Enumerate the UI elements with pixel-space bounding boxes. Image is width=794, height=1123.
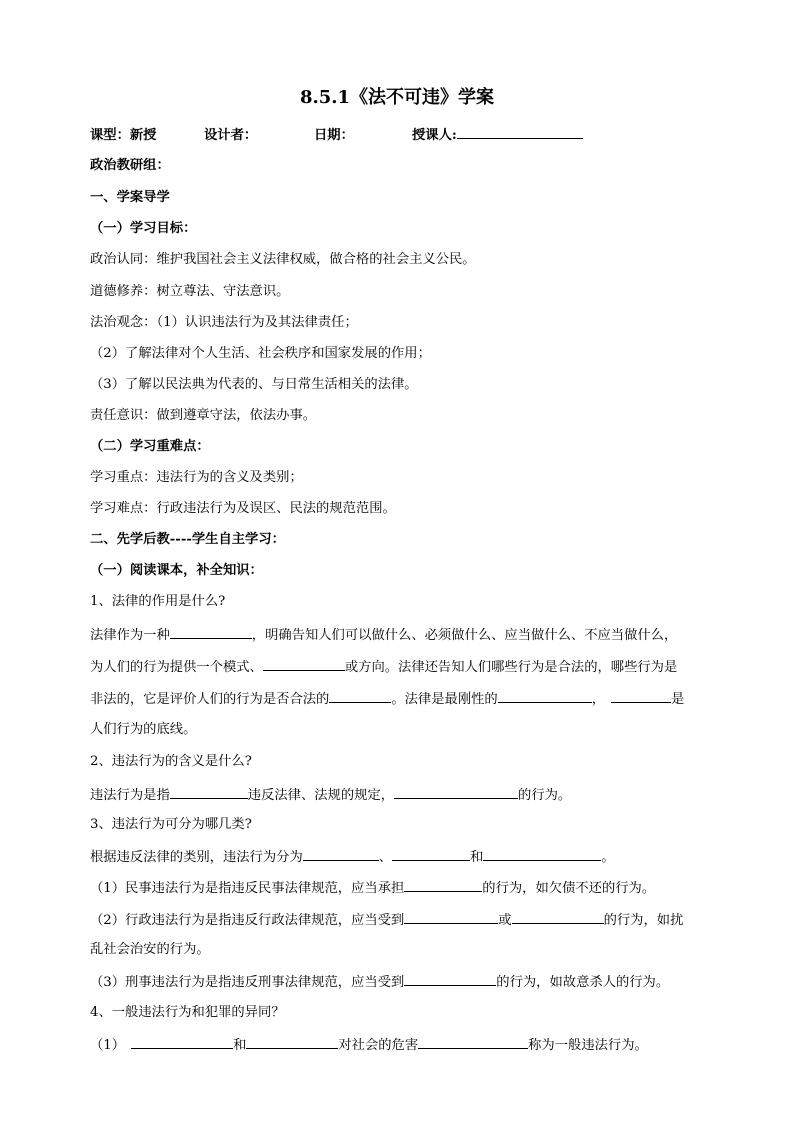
fill-blank[interactable] — [170, 624, 252, 639]
teacher-field: 授课人: — [412, 128, 457, 143]
date-field: 日期： — [314, 128, 354, 143]
answer-line: 法律作为一种 ，明确告知人们可以做什么、必须做什么、应当做什么、不应当做什么， — [90, 624, 710, 646]
answer-line: 为人们的行为提供一个模式、 或方向。法律还告知人们哪些行为是合法的，哪些行为是 — [90, 656, 710, 678]
fill-blank[interactable] — [263, 656, 345, 671]
answer-line: 人们行为的底线。 — [90, 722, 197, 737]
goal-line: （3）了解以民法典为代表的、与日常生活相关的法律。 — [90, 377, 418, 392]
fill-blank[interactable] — [404, 971, 496, 986]
fill-blank[interactable] — [392, 846, 470, 861]
answer-line: 非法的，它是评价人们的行为是否合法的 。法律是最刚性的 ， 是 — [90, 688, 710, 710]
fill-blank[interactable] — [394, 784, 518, 799]
fill-blank[interactable] — [303, 846, 379, 861]
question-3: 3、违法行为可分为哪几类? — [90, 817, 252, 832]
designer-field: 设计者： — [204, 128, 258, 143]
teacher-blank[interactable] — [457, 124, 583, 139]
fill-blank[interactable] — [404, 877, 482, 892]
subsection-goals: （一）学习目标： — [90, 221, 197, 236]
subsection-reading: （一）阅读课本，补全知识： — [90, 563, 263, 578]
keypoint-line: 学习难点：行政违法行为及误区、民法的规范范围。 — [90, 501, 396, 516]
subsection-keypoints: （二）学习重难点： — [90, 439, 210, 454]
fill-blank[interactable] — [611, 688, 671, 703]
fill-blank[interactable] — [512, 909, 604, 924]
course-type: 课型：新授 — [90, 128, 157, 143]
section-1-heading: 一、学案导学 — [90, 190, 170, 205]
meta-row — [90, 124, 710, 146]
answer-line: （1）民事违法行为是指违反民事法律规范，应当承担 的行为，如欠债不还的行为。 — [90, 877, 710, 899]
goal-line: （2）了解法律对个人生活、社会秩序和国家发展的作用； — [90, 346, 431, 361]
question-4: 4、一般违法行为和犯罪的异同？ — [90, 1005, 285, 1020]
keypoint-line: 学习重点：违法行为的含义及类别； — [90, 470, 303, 485]
question-1: 1、法律的作用是什么? — [90, 594, 226, 609]
goal-line: 政治认同：维护我国社会主义法律权威，做合格的社会主义公民。 — [90, 252, 476, 267]
fill-blank[interactable] — [483, 846, 601, 861]
answer-line: 违法行为是指 违反法律、法规的规定， 的行为。 — [90, 784, 710, 806]
goal-line: 道德修养：树立尊法、守法意识。 — [90, 284, 290, 299]
fill-blank[interactable] — [131, 1034, 233, 1049]
fill-blank[interactable] — [498, 688, 592, 703]
answer-line: （2）行政违法行为是指违反行政法律规范，应当受到 或 的行为，如扰 — [90, 909, 710, 931]
fill-blank[interactable] — [170, 784, 248, 799]
research-group: 政治教研组： — [90, 158, 170, 173]
answer-line: 根据违反法律的类别，违法行为分为 、 和 。 — [90, 846, 710, 868]
goal-line: 责任意识：做到遵章守法，依法办事。 — [90, 408, 317, 423]
section-2-heading: 二、先学后教----学生自主学习： — [90, 532, 285, 547]
answer-line: 乱社会治安的行为。 — [90, 942, 210, 957]
document-title: 8.5.1《法不可违》学案 — [299, 87, 495, 108]
fill-blank[interactable] — [418, 1034, 528, 1049]
answer-line: （3）刑事违法行为是指违反刑事法律规范，应当受到 的行为，如故意杀人的行为。 — [90, 971, 710, 993]
fill-blank[interactable] — [246, 1034, 338, 1049]
fill-blank[interactable] — [404, 909, 498, 924]
question-2: 2、违法行为的含义是什么? — [90, 754, 252, 769]
answer-line: （1） 和 对社会的危害 称为一般违法行为。 — [90, 1034, 710, 1056]
fill-blank[interactable] — [329, 688, 391, 703]
goal-line: 法治观念：（1）认识违法行为及其法律责任； — [90, 315, 358, 330]
